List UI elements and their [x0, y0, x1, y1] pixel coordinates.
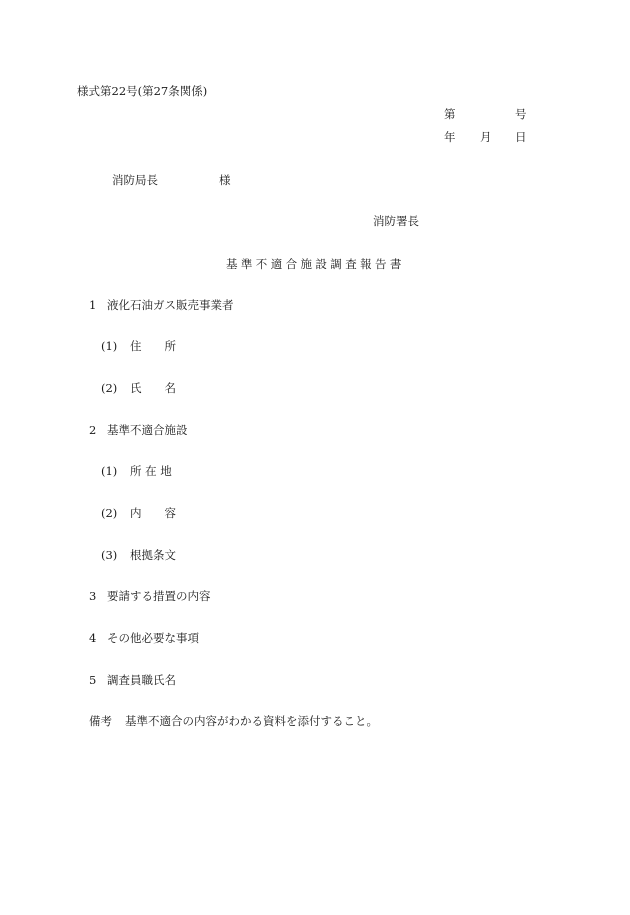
section-4-number: 4	[89, 631, 97, 645]
number-prefix: 第	[444, 107, 456, 121]
section-2-label: 基準不適合施設	[107, 423, 188, 437]
section-3-number: 3	[89, 589, 97, 603]
section-2-item-3-number: (3)	[101, 548, 118, 562]
remarks-text: 基準不適合の内容がわかる資料を添付すること。	[125, 714, 378, 728]
section-2-number: 2	[89, 423, 97, 437]
section-1-label: 液化石油ガス販売事業者	[107, 298, 234, 312]
section-1-item-2-number: (2)	[101, 381, 118, 395]
date-year: 年	[444, 130, 456, 144]
date-day: 日	[515, 130, 527, 144]
section-4-label: その他必要な事項	[107, 631, 199, 645]
section-2-item-2-number: (2)	[101, 506, 118, 520]
section-3-label: 要請する措置の内容	[107, 589, 211, 603]
section-1-item-1-number: (1)	[101, 339, 118, 353]
sender: 消防署長	[373, 214, 419, 228]
section-2-item-2-label: 内 容	[130, 506, 176, 520]
section-1-number: 1	[89, 298, 97, 312]
section-1-item-2-label: 氏 名	[130, 381, 176, 395]
form-label: 様式第22号(第27条関係)	[77, 84, 208, 98]
section-2-item-1-label: 所 在 地	[130, 464, 172, 478]
section-2-item-1-number: (1)	[101, 464, 118, 478]
section-5-number: 5	[89, 673, 97, 687]
section-1-item-1-label: 住 所	[130, 339, 176, 353]
date-month: 月	[480, 130, 492, 144]
section-5-label: 調査員職氏名	[107, 673, 176, 687]
addressee-title: 消防局長	[112, 173, 158, 187]
document-title: 基準不適合施設調査報告書	[226, 257, 405, 271]
section-2-item-3-label: 根拠条文	[130, 548, 176, 562]
remarks-label: 備考	[89, 714, 112, 728]
addressee-honorific: 様	[219, 173, 231, 187]
number-suffix: 号	[515, 107, 527, 121]
